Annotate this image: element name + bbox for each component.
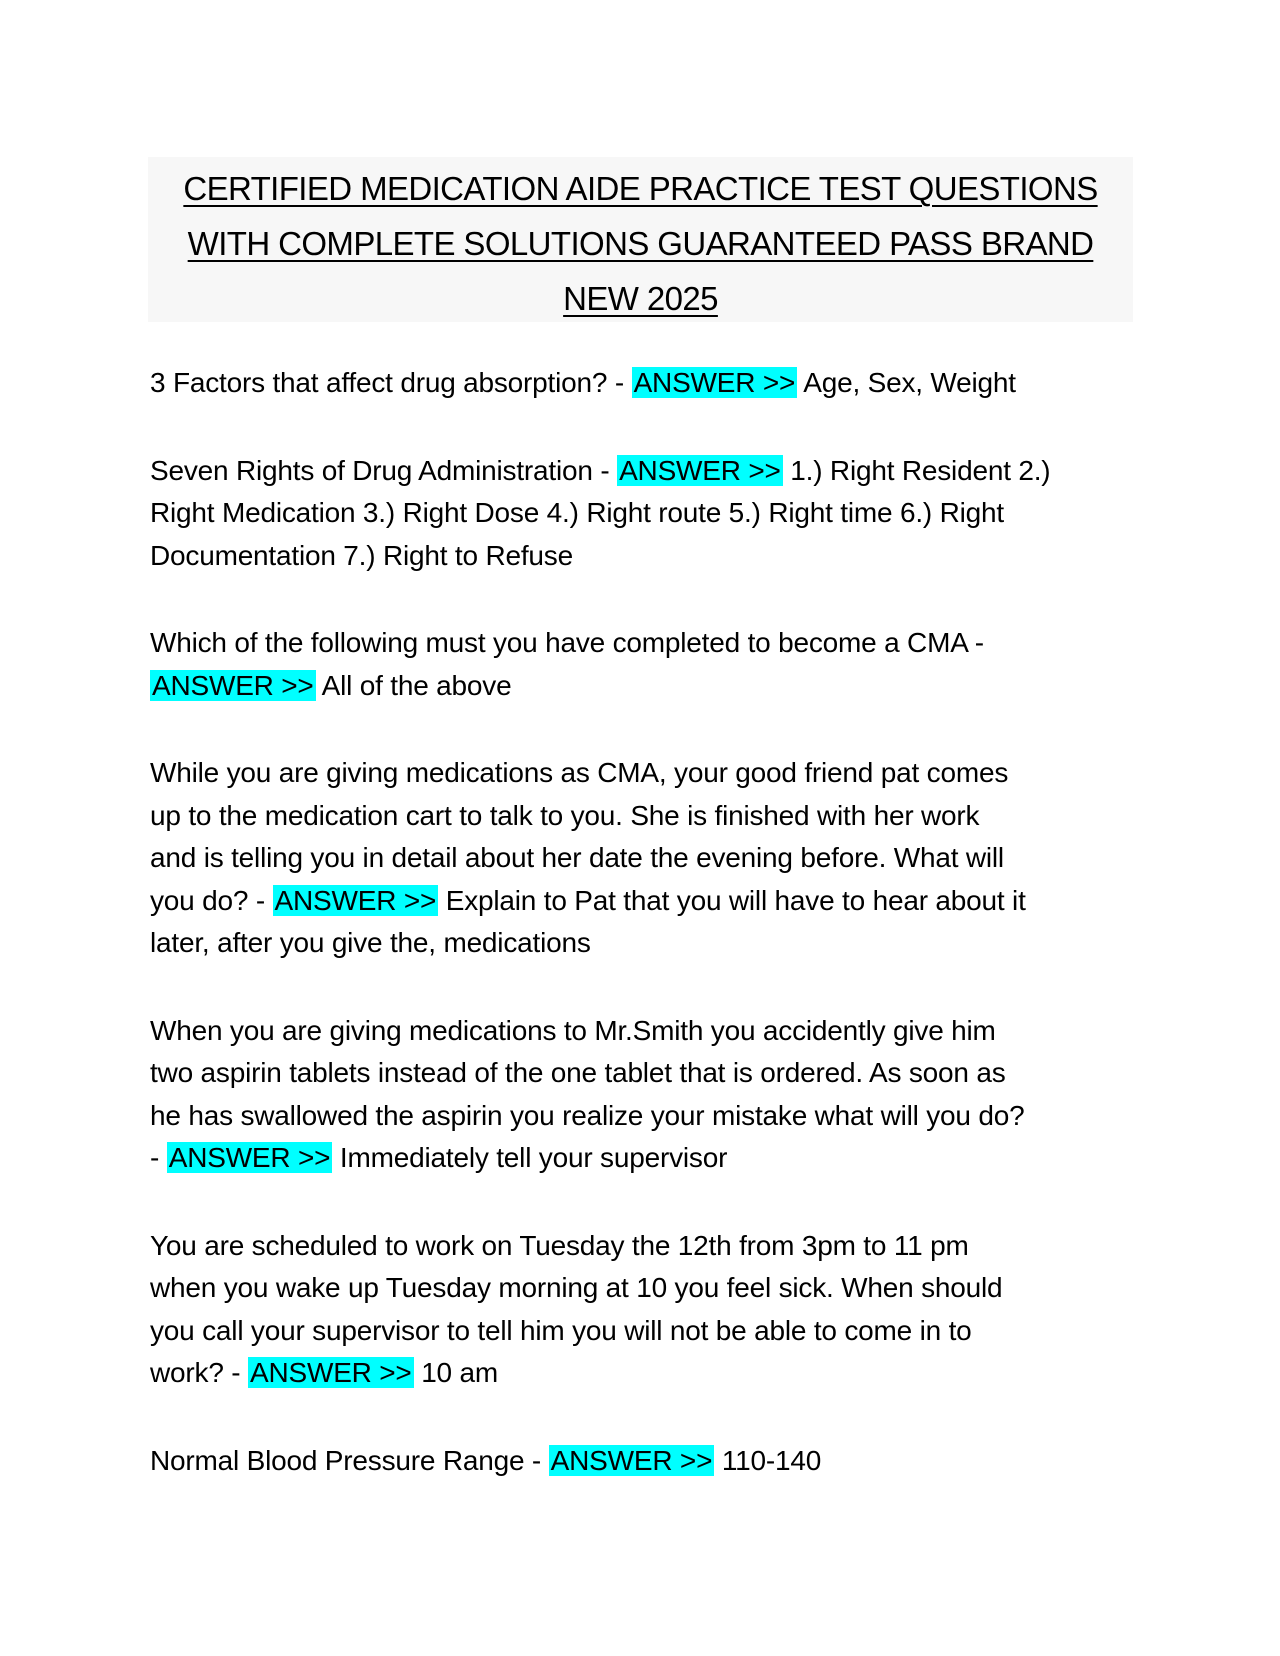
question-text: When you are giving medications to Mr.Smith you accidently give him	[150, 1014, 996, 1046]
question-text: Normal Blood Pressure Range -	[150, 1444, 542, 1476]
qa-item	[150, 362, 1140, 405]
qa-item	[150, 622, 1140, 707]
qa-item	[150, 1440, 1140, 1483]
question-text: when you wake up Tuesday morning at 10 you feel sick. When should	[150, 1272, 1003, 1303]
title-line: NEW 2025	[563, 280, 718, 317]
question-text: You are scheduled to work on Tuesday the 12th from 3pm to 11 pm	[150, 1229, 969, 1261]
question-text: -	[150, 1142, 160, 1173]
qa-line	[150, 880, 1140, 923]
answer-highlight: ANSWER >>	[168, 1142, 331, 1173]
answer-highlight: ANSWER >>	[633, 367, 796, 398]
qa-line	[150, 362, 1140, 405]
answer-highlight: ANSWER >>	[619, 454, 781, 486]
answer-highlight: ANSWER >>	[550, 1444, 713, 1476]
title-line: WITH COMPLETE SOLUTIONS GUARANTEED PASS BRAND	[187, 225, 1094, 262]
answer-text: later, after you give the, medications	[150, 927, 591, 958]
title-line: CERTIFIED MEDICATION AIDE PRACTICE TEST QUESTIONS	[183, 170, 1098, 207]
qa-item	[150, 1225, 1140, 1395]
answer-text: Right Medication 3.) Right Dose 4.) Right route 5.) Right time 6.) Right	[150, 497, 1004, 528]
question-text: Seven Rights of Drug Administration -	[150, 454, 610, 486]
qa-item	[150, 1010, 1140, 1180]
question-text: While you are giving medications as CMA, your good friend pat comes	[150, 757, 1009, 788]
answer-text: Immediately tell your supervisor	[339, 1142, 728, 1173]
question-text: up to the medication cart to talk to you. She is finished with her work	[150, 799, 980, 831]
answer-text: Explain to Pat that you will have to hear about it	[445, 884, 1026, 916]
question-text: Which of the following must you have completed to become a CMA -	[150, 627, 984, 658]
answer-text: 110-140	[721, 1444, 822, 1476]
qa-item	[150, 752, 1140, 965]
answer-text: Age, Sex, Weight	[803, 367, 1016, 398]
answer-text: Documentation 7.) Right to Refuse	[150, 539, 573, 571]
question-text: and is telling you in detail about her date the evening before. What will	[150, 842, 1004, 873]
qa-line	[150, 450, 1140, 493]
question-text: you call your supervisor to tell him you will not be able to come in to	[150, 1314, 972, 1346]
answer-text: 1.) Right Resident 2.)	[790, 454, 1051, 486]
qa-line	[150, 1137, 1140, 1180]
question-text: you do? -	[150, 884, 265, 916]
answer-highlight: ANSWER >>	[274, 884, 437, 916]
qa-line	[150, 1352, 1140, 1395]
question-text: 3 Factors that affect drug absorption? -	[150, 367, 624, 398]
question-text: work? -	[150, 1357, 241, 1388]
document-title	[148, 157, 1133, 322]
answer-highlight: ANSWER >>	[152, 669, 314, 701]
qa-list	[150, 362, 1140, 1527]
question-text: two aspirin tablets instead of the one tablet that is ordered. As soon as	[150, 1057, 1006, 1088]
qa-line	[150, 1440, 1140, 1483]
question-text: he has swallowed the aspirin you realize your mistake what will you do?	[150, 1099, 1025, 1131]
qa-item	[150, 450, 1140, 578]
qa-line	[150, 665, 1140, 708]
answer-text: 10 am	[421, 1357, 499, 1388]
answer-highlight: ANSWER >>	[250, 1357, 412, 1388]
answer-text: All of the above	[321, 669, 512, 701]
